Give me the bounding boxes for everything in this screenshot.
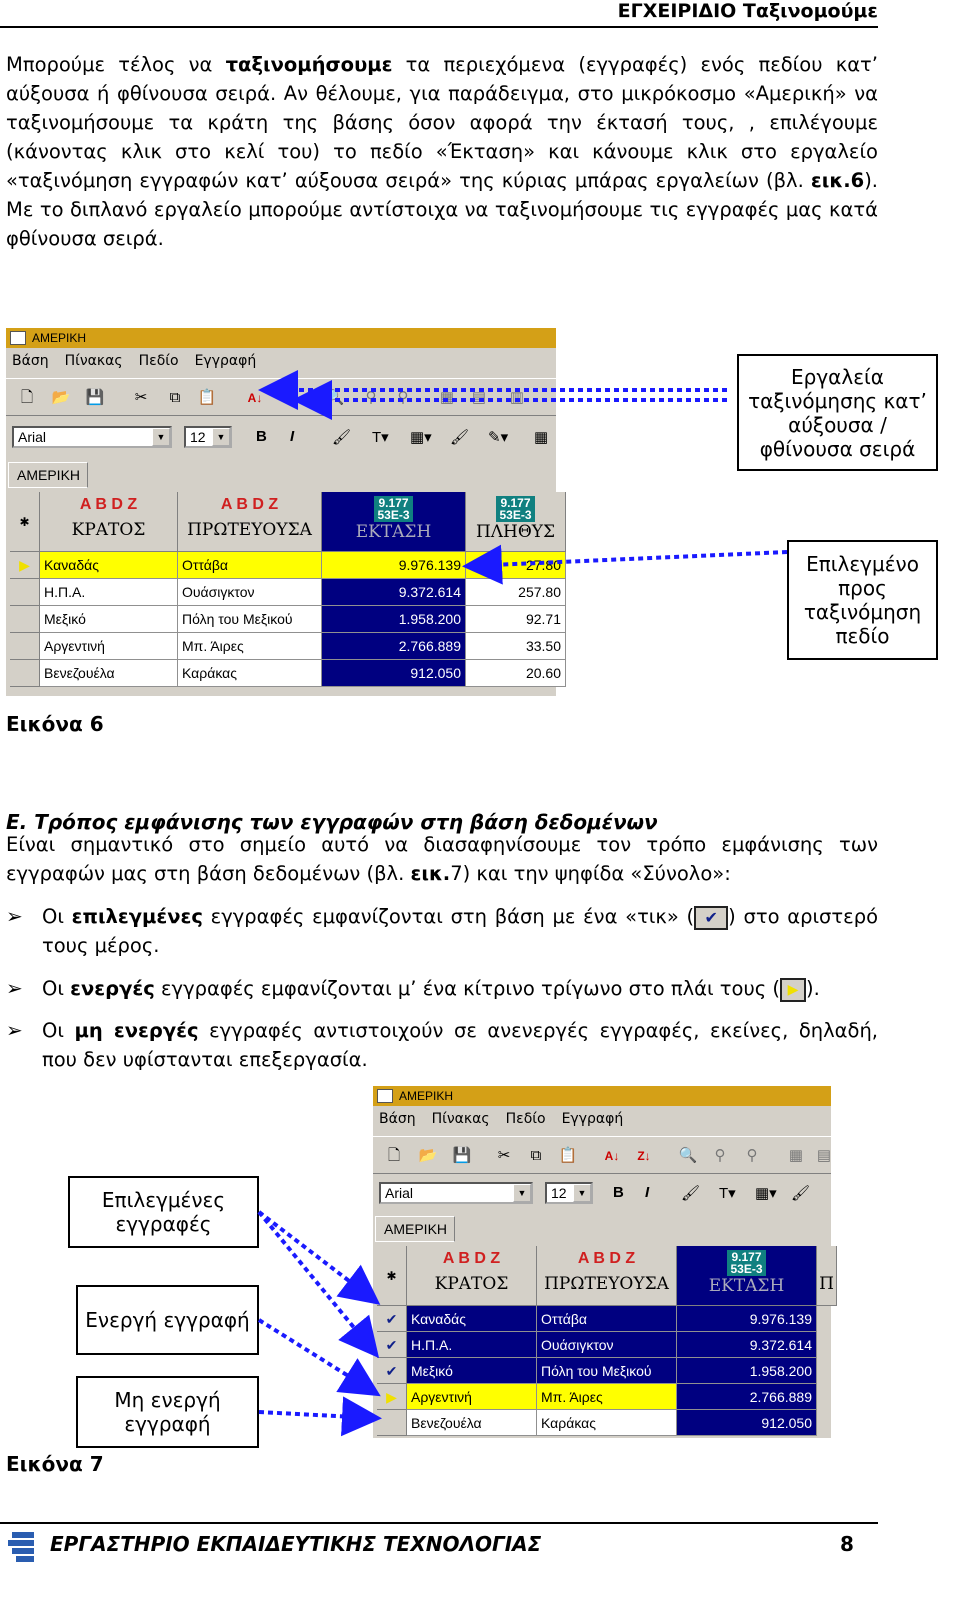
cell-proteuousa[interactable]: Μπ. Άιρες xyxy=(178,633,322,660)
number-field-icon: 9.177 53E-3 xyxy=(727,1250,765,1276)
cell-plithysmos[interactable]: 20.60 xyxy=(466,660,566,687)
cell-ektasi[interactable]: 9.976.139 xyxy=(677,1306,817,1332)
menu-item-table[interactable]: Πίνακας xyxy=(64,353,123,369)
cut-icon[interactable]: ✂ xyxy=(134,389,148,406)
cell-proteuousa[interactable]: Πόλη του Μεξικού xyxy=(537,1358,677,1384)
grid-icon[interactable]: ▦ xyxy=(534,429,549,446)
font-color-icon[interactable]: T▾ xyxy=(719,1185,736,1202)
arrow-bullet-icon: ➢ xyxy=(6,1018,23,1042)
cell-proteuousa[interactable]: Μπ. Άιρες xyxy=(537,1384,677,1410)
select-all-corner[interactable]: ✱ xyxy=(377,1246,407,1306)
special-effect-icon[interactable]: 🖌 xyxy=(450,429,470,446)
select-all-corner[interactable]: ✱ xyxy=(10,492,40,552)
column-header-ektasi[interactable]: 9.177 53E-3 ΕΚΤΑΣΗ xyxy=(322,492,466,552)
cell-ektasi[interactable]: 9.372.614 xyxy=(322,579,466,606)
cell-kratos[interactable]: Αργεντινή xyxy=(40,633,178,660)
cell-kratos[interactable]: Βενεζουέλα xyxy=(407,1410,537,1436)
cell-proteuousa[interactable]: Οττάβα xyxy=(537,1306,677,1332)
open-icon[interactable]: 📂 xyxy=(418,1147,438,1164)
tab-amerika[interactable]: ΑΜΕΡΙΚΗ xyxy=(375,1216,455,1242)
cell-plithysmos[interactable]: 92.71 xyxy=(466,606,566,633)
cell-proteuousa[interactable]: Πόλη του Μεξικού xyxy=(178,606,322,633)
callout-inactive-record: Μη ενεργή εγγραφή xyxy=(76,1376,259,1448)
cell-proteuousa[interactable]: Ουάσιγκτον xyxy=(178,579,322,606)
find-icon[interactable]: 🔍 xyxy=(678,1147,698,1164)
footer-rule xyxy=(0,1522,878,1524)
column-header-kratos[interactable]: A B D Z ΚΡΑΤΟΣ xyxy=(407,1246,537,1306)
cell-ektasi[interactable]: 912.050 xyxy=(677,1410,817,1436)
callout-selected-field: Επιλεγμένο προς ταξινόμηση πεδίο xyxy=(787,540,938,660)
column-header-plithysmos[interactable]: Π xyxy=(817,1246,837,1306)
bold-button[interactable]: B xyxy=(256,428,267,445)
chevron-down-icon: ▼ xyxy=(513,1184,531,1202)
selected-checkmark-icon[interactable]: ✔ xyxy=(377,1332,407,1358)
selected-checkmark-icon[interactable]: ✔ xyxy=(377,1306,407,1332)
new-icon[interactable]: 🗋 xyxy=(20,389,34,406)
cell-proteuousa[interactable]: Καράκας xyxy=(537,1410,677,1436)
cut-icon[interactable]: ✂ xyxy=(497,1147,511,1164)
fill-color-icon[interactable]: 🖌 xyxy=(332,429,352,446)
border-icon[interactable]: ▦▾ xyxy=(410,429,432,446)
bold-button[interactable]: B xyxy=(613,1184,624,1201)
filter-remove-icon[interactable]: ⚲ xyxy=(397,389,409,406)
menu-item-database[interactable]: Βάση xyxy=(379,1111,416,1127)
column-header-plithysmos[interactable]: 9.177 53E-3 ΠΛΗΘΥΣ xyxy=(466,492,566,552)
text-field-icon: A B D Z xyxy=(79,496,138,513)
cell-kratos[interactable]: Μεξικό xyxy=(407,1358,537,1384)
cell-ektasi[interactable]: 9.372.614 xyxy=(677,1332,817,1358)
size-select[interactable]: 12 ▼ xyxy=(545,1182,593,1204)
cell-kratos[interactable]: Καναδάς xyxy=(40,552,178,579)
filter-icon[interactable]: ⚲ xyxy=(714,1147,726,1164)
page-number: 8 xyxy=(840,1532,854,1556)
intro-paragraph: Μπορούμε τέλος να ταξινομήσουμε τα περιεχόμενα (εγγραφές) ενός πεδίου κατ’ αύξουσα ή φθίνουσα σειρά. Αν θέλουμε, για παράδειγμα, στο μικρόκοσμο «Αμερική» να ταξινομήσουμε τα κράτη της βάσης όσον αφορά την έκτασή τους, , επιλέγουμε (κάνοντας κλικ στο κελί του) το πεδίο «Έκταση» και κάνουμε κλικ στο εργαλείο «ταξινόμηση εγγραφών κατ’ αύξουσα σειρά» της κύριας μπάρας εργαλείων (βλ. εικ.6). Με το διπλανό εργαλείο μπορούμε αντίστοιχα να ταξινομήσουμε τις εγγραφές μας κατά φθίνουσα σειρά. xyxy=(6,53,878,250)
window-titlebar: ΑΜΕΡΙΚΗ xyxy=(6,328,556,348)
text-field-icon: A B D Z xyxy=(442,1250,501,1267)
menu-item-table[interactable]: Πίνακας xyxy=(431,1111,490,1127)
chevron-down-icon: ▼ xyxy=(573,1184,591,1202)
fill-color-icon[interactable]: 🖌 xyxy=(681,1185,701,1202)
sort-ascending-icon[interactable]: A↓ xyxy=(247,391,263,405)
arrow-to-selected-records xyxy=(259,1212,374,1300)
paste-icon[interactable]: 📋 xyxy=(558,1147,578,1164)
yellow-triangle-icon: ▶ xyxy=(780,978,806,1002)
paste-icon[interactable]: 📋 xyxy=(197,389,217,406)
find-icon[interactable]: 🔍 xyxy=(325,389,345,406)
lab-logo-icon xyxy=(6,1528,46,1564)
bullet-inactive: ➢ Οι μη ενεργές εγγραφές αντιστοιχούν σε ανενεργές εγγραφές, εκείνες, δηλαδή, που δεν υφίστανται επεξεργασία. xyxy=(6,1018,878,1071)
arrow-to-inactive-record xyxy=(259,1412,374,1418)
sort-descending-icon[interactable]: Z↓ xyxy=(637,1149,651,1163)
delete-record-icon[interactable]: ▤ xyxy=(816,1147,832,1164)
menu-item-database[interactable]: Βάση xyxy=(12,353,49,369)
cell-ektasi[interactable]: 1.958.200 xyxy=(322,606,466,633)
cell-plithysmos[interactable]: 27.80 xyxy=(466,552,566,579)
bullet-active: ➢ Οι ενεργές εγγραφές εμφανίζονται μ’ ένα κίτρινο τρίγωνο στο πλάι τους ( ▶ ). xyxy=(6,974,878,1003)
special-effect-icon[interactable]: 🖌 xyxy=(791,1185,811,1202)
chevron-down-icon: ▼ xyxy=(212,428,230,446)
tab-amerika[interactable]: ΑΜΕΡΙΚΗ xyxy=(8,462,88,488)
callout-active-record: Ενεργή εγγραφή xyxy=(76,1285,259,1355)
cell-plithysmos[interactable]: 257.80 xyxy=(466,579,566,606)
column-header-ektasi[interactable]: 9.177 53E-3 ΕΚΤΑΣΗ xyxy=(677,1246,817,1306)
cell-ektasi[interactable]: 2.766.889 xyxy=(322,633,466,660)
callout-selected-records: Επιλεγμένες εγγραφές xyxy=(68,1176,259,1248)
menu-item-field[interactable]: Πεδίο xyxy=(505,1111,546,1127)
copy-icon[interactable]: ⧉ xyxy=(169,389,181,406)
window-titlebar: ΑΜΕΡΙΚΗ xyxy=(373,1086,831,1106)
cell-proteuousa[interactable]: Ουάσιγκτον xyxy=(537,1332,677,1358)
cell-ektasi[interactable]: 9.976.139 xyxy=(322,552,466,579)
filter-icon[interactable]: ⚲ xyxy=(365,389,377,406)
callout-sort-tools: Εργαλεία ταξινόμησης κατ’ αύξουσα / φθίνουσα σειρά xyxy=(737,354,938,471)
cell-kratos[interactable]: Αργεντινή xyxy=(407,1384,537,1410)
menu-item-record[interactable]: Εγγραφή xyxy=(194,353,257,369)
cell-plithysmos[interactable]: 33.50 xyxy=(466,633,566,660)
font-select[interactable]: Arial ▼ xyxy=(12,426,172,448)
column-header-proteuousa[interactable]: A B D Z ΠΡΩΤΕΥΟΥΣΑ xyxy=(178,492,322,552)
cell-proteuousa[interactable]: Οττάβα xyxy=(178,552,322,579)
arrow-bullet-icon: ➢ xyxy=(6,904,23,928)
font-select[interactable]: Arial ▼ xyxy=(379,1182,533,1204)
cell-proteuousa[interactable]: Καράκας xyxy=(178,660,322,687)
cell-ektasi[interactable]: 912.050 xyxy=(322,660,466,687)
checkmark-icon: ✔ xyxy=(694,906,728,930)
text-field-icon: A B D Z xyxy=(577,1250,636,1267)
menu-item-field[interactable]: Πεδίο xyxy=(138,353,179,369)
sort-ascending-icon[interactable]: A↓ xyxy=(604,1149,620,1163)
column-header-proteuousa[interactable]: A B D Z ΠΡΩΤΕΥΟΥΣΑ xyxy=(537,1246,677,1306)
properties-icon[interactable]: ▥ xyxy=(509,389,525,406)
cell-ektasi[interactable]: 2.766.889 xyxy=(677,1384,817,1410)
delete-record-icon[interactable]: ▤ xyxy=(471,389,487,406)
filter-remove-icon[interactable]: ⚲ xyxy=(746,1147,758,1164)
italic-button[interactable]: I xyxy=(290,428,295,445)
cell-kratos[interactable]: Η.Π.Α. xyxy=(407,1332,537,1358)
selected-checkmark-icon[interactable]: ✔ xyxy=(377,1358,407,1384)
cell-kratos[interactable]: Βενεζουέλα xyxy=(40,660,178,687)
new-record-icon[interactable]: ▦ xyxy=(439,389,455,406)
bullet-selected: ➢ Οι επιλεγμένες εγγραφές εμφανίζονται στη βάση με ένα «τικ» ( ✔ ) στο αριστερό τους μέρος. xyxy=(6,904,879,957)
cell-kratos[interactable]: Καναδάς xyxy=(407,1306,537,1332)
records-paragraph: Είναι σημαντικό στο σημείο αυτό να διασαφηνίσουμε τον τρόπο εμφάνισης των εγγραφών μας στη βάση δεδομένων (βλ. εικ.7) και την ψηφίδα «Σύνολο»: xyxy=(6,833,878,885)
cell-kratos[interactable]: Μεξικό xyxy=(40,606,178,633)
number-field-icon: 9.177 53E-3 xyxy=(496,496,534,522)
menu-item-record[interactable]: Εγγραφή xyxy=(561,1111,624,1127)
figure7-caption: Εικόνα 7 xyxy=(6,1452,104,1476)
footer-text: ΕΡΓΑΣΤΗΡΙΟ ΕΚΠΑΙΔΕΥΤΙΚΗΣ ΤΕΧΝΟΛΟΓΙΑΣ xyxy=(50,1532,542,1556)
cell-kratos[interactable]: Η.Π.Α. xyxy=(40,579,178,606)
figure6-caption: Εικόνα 6 xyxy=(6,712,104,736)
italic-button[interactable]: I xyxy=(645,1184,650,1201)
chevron-down-icon: ▼ xyxy=(152,428,170,446)
save-icon[interactable]: 💾 xyxy=(452,1147,472,1164)
arrow-to-selected-field xyxy=(470,552,787,566)
active-row-indicator-icon[interactable]: ▶ xyxy=(377,1384,407,1410)
column-header-kratos[interactable]: A B D Z ΚΡΑΤΟΣ xyxy=(40,492,178,552)
border-icon[interactable]: ▦▾ xyxy=(755,1185,777,1202)
text-field-icon: A B D Z xyxy=(220,496,279,513)
section-title: Ε. Τρόπος εμφάνισης των εγγραφών στη βάση δεδομένων xyxy=(6,810,658,834)
page-header: ΕΓΧΕΙΡΙΔΙΟ Ταξινομούμε xyxy=(617,0,878,22)
new-record-icon[interactable]: ▦ xyxy=(788,1147,804,1164)
font-color-icon[interactable]: T▾ xyxy=(372,429,389,446)
active-row-indicator-icon[interactable]: ▶ xyxy=(10,552,40,579)
copy-icon[interactable]: ⧉ xyxy=(530,1147,542,1164)
new-icon[interactable]: 🗋 xyxy=(387,1147,401,1164)
line-color-icon[interactable]: ✎▾ xyxy=(488,429,509,446)
arrow-bullet-icon: ➢ xyxy=(6,976,23,1000)
sort-descending-icon[interactable]: Z↓ xyxy=(282,391,296,405)
number-field-icon: 9.177 53E-3 xyxy=(374,496,412,522)
save-icon[interactable]: 💾 xyxy=(85,389,105,406)
open-icon[interactable]: 📂 xyxy=(51,389,71,406)
cell-ektasi[interactable]: 1.958.200 xyxy=(677,1358,817,1384)
size-select[interactable]: 12 ▼ xyxy=(184,426,232,448)
